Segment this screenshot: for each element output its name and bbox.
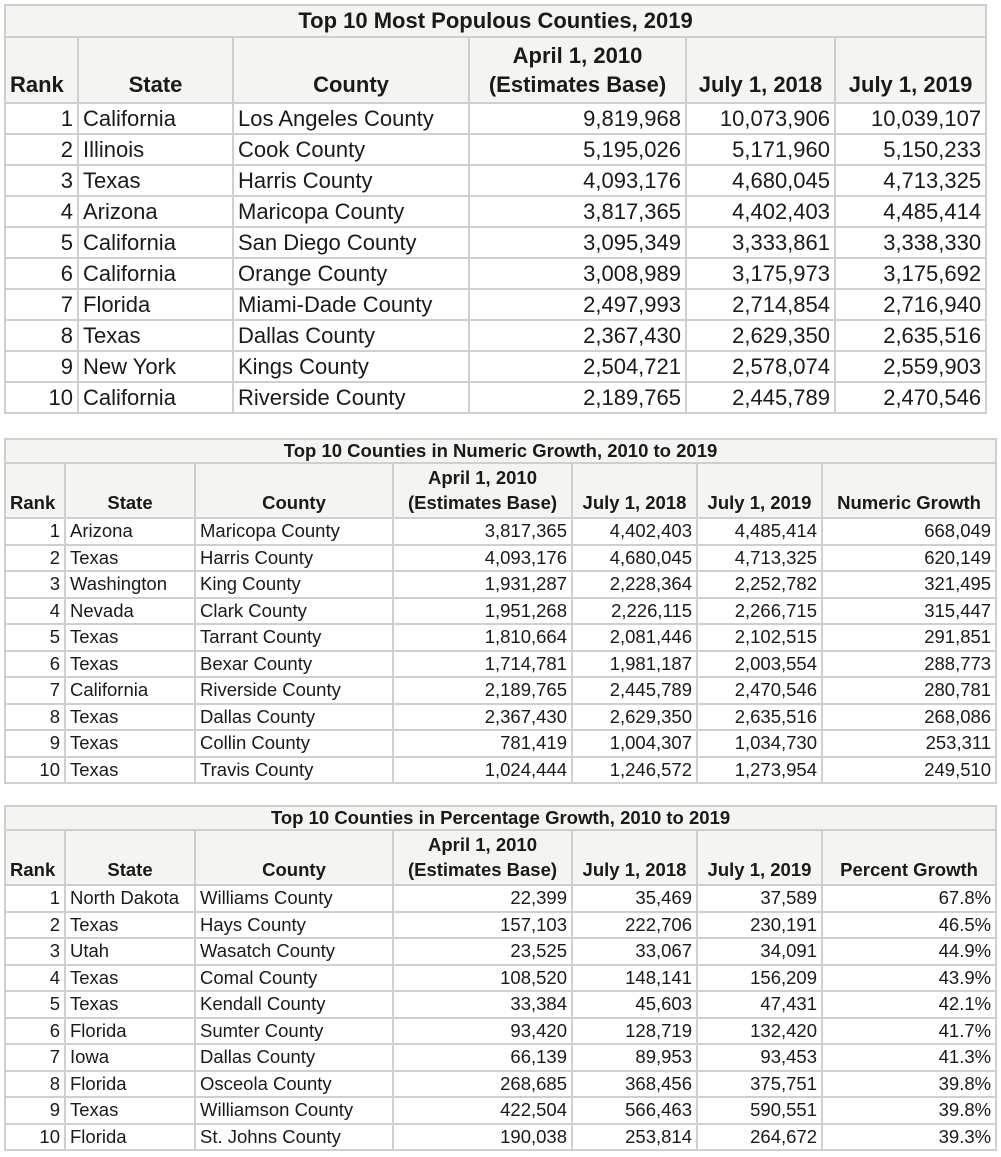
percent-growth-cell: 41.7%	[822, 1018, 996, 1045]
rank-cell: 3	[5, 938, 65, 965]
july-2018-cell: 2,445,789	[572, 677, 697, 704]
july-2019-cell: 93,453	[697, 1044, 822, 1071]
county-cell: Travis County	[195, 757, 393, 784]
numeric-growth-cell: 268,086	[822, 704, 996, 731]
table-row	[5, 134, 986, 165]
state-cell: Texas	[65, 545, 195, 572]
state-cell: Washington	[65, 571, 195, 598]
july-2018-cell: 148,141	[572, 965, 697, 992]
rank-cell: 1	[5, 103, 78, 134]
state-cell: Texas	[65, 704, 195, 731]
numeric-growth-cell: 668,049	[822, 518, 996, 545]
table-row	[5, 1018, 996, 1045]
estimates-base-cell: 9,819,968	[469, 103, 686, 134]
july-2018-cell: 222,706	[572, 912, 697, 939]
estimates-base-cell: 2,189,765	[393, 677, 572, 704]
county-cell: Williams County	[195, 885, 393, 912]
july-2018-cell: 368,456	[572, 1071, 697, 1098]
county-cell: Clark County	[195, 598, 393, 625]
county-cell: St. Johns County	[195, 1124, 393, 1151]
numeric-growth-cell: 321,495	[822, 571, 996, 598]
col-header-2018: July 1, 2018	[572, 463, 697, 518]
table-row	[5, 258, 986, 289]
table-title: Top 10 Counties in Percentage Growth, 2010 to 2019	[5, 806, 996, 830]
july-2019-cell: 4,713,325	[697, 545, 822, 572]
rank-cell: 9	[5, 351, 78, 382]
numeric-growth-cell: 288,773	[822, 651, 996, 678]
july-2019-cell: 2,102,515	[697, 624, 822, 651]
state-cell: New York	[78, 351, 233, 382]
rank-cell: 6	[5, 651, 65, 678]
rank-cell: 4	[5, 965, 65, 992]
estimates-base-cell: 22,399	[393, 885, 572, 912]
county-cell: Los Angeles County	[233, 103, 469, 134]
estimates-base-cell: 23,525	[393, 938, 572, 965]
estimates-base-cell: 2,504,721	[469, 351, 686, 382]
rank-cell: 3	[5, 571, 65, 598]
july-2018-cell: 128,719	[572, 1018, 697, 1045]
rank-cell: 2	[5, 134, 78, 165]
state-cell: Texas	[78, 320, 233, 351]
col-header-rank: Rank	[5, 463, 65, 518]
state-cell: Utah	[65, 938, 195, 965]
col-header-county: County	[233, 37, 469, 103]
county-cell: Harris County	[233, 165, 469, 196]
july-2018-cell: 3,175,973	[686, 258, 835, 289]
july-2019-cell: 4,485,414	[835, 196, 986, 227]
table-row	[5, 1044, 996, 1071]
state-cell: Texas	[65, 991, 195, 1018]
table-row	[5, 518, 996, 545]
estimates-base-cell: 1,931,287	[393, 571, 572, 598]
table-row	[5, 196, 986, 227]
county-cell: King County	[195, 571, 393, 598]
table-row	[5, 1071, 996, 1098]
rank-cell: 10	[5, 1124, 65, 1151]
july-2019-cell: 1,034,730	[697, 730, 822, 757]
estimates-base-cell: 2,367,430	[393, 704, 572, 731]
state-cell: Texas	[65, 651, 195, 678]
table-row	[5, 991, 996, 1018]
col-header-numeric-growth: Numeric Growth	[822, 463, 996, 518]
county-cell: Orange County	[233, 258, 469, 289]
county-cell: Maricopa County	[233, 196, 469, 227]
percent-growth-cell: 67.8%	[822, 885, 996, 912]
col-header-estimates-base	[469, 37, 686, 103]
table-body	[5, 518, 996, 783]
percent-growth-cell: 44.9%	[822, 938, 996, 965]
july-2018-cell: 4,680,045	[686, 165, 835, 196]
county-cell: Williamson County	[195, 1097, 393, 1124]
rank-cell: 8	[5, 704, 65, 731]
rank-cell: 4	[5, 598, 65, 625]
july-2018-cell: 2,629,350	[572, 704, 697, 731]
july-2019-cell: 2,635,516	[835, 320, 986, 351]
col-header-county: County	[195, 830, 393, 885]
estimates-base-cell: 781,419	[393, 730, 572, 757]
july-2019-cell: 37,589	[697, 885, 822, 912]
col-header-county: County	[195, 463, 393, 518]
rank-cell: 9	[5, 730, 65, 757]
county-cell: Osceola County	[195, 1071, 393, 1098]
col-header-rank: Rank	[5, 37, 78, 103]
july-2019-cell: 590,551	[697, 1097, 822, 1124]
county-cell: Kings County	[233, 351, 469, 382]
col-header-line: (Estimates Base)	[407, 859, 558, 881]
july-2018-cell: 566,463	[572, 1097, 697, 1124]
table-row	[5, 730, 996, 757]
estimates-base-cell: 268,685	[393, 1071, 572, 1098]
july-2019-cell: 375,751	[697, 1071, 822, 1098]
table-title: Top 10 Counties in Numeric Growth, 2010 to 2019	[5, 439, 996, 463]
table-row	[5, 704, 996, 731]
state-cell: California	[78, 227, 233, 258]
rank-cell: 4	[5, 196, 78, 227]
july-2019-cell: 3,175,692	[835, 258, 986, 289]
percent-growth-cell: 46.5%	[822, 912, 996, 939]
percent-growth-cell: 39.8%	[822, 1071, 996, 1098]
county-cell: Riverside County	[195, 677, 393, 704]
july-2018-cell: 45,603	[572, 991, 697, 1018]
table-row	[5, 227, 986, 258]
estimates-base-cell: 157,103	[393, 912, 572, 939]
col-header-estimates-base	[393, 830, 572, 885]
july-2018-cell: 1,246,572	[572, 757, 697, 784]
estimates-base-cell: 5,195,026	[469, 134, 686, 165]
col-header-2019: July 1, 2019	[697, 463, 822, 518]
percent-growth-cell: 43.9%	[822, 965, 996, 992]
estimates-base-cell: 1,024,444	[393, 757, 572, 784]
july-2018-cell: 5,171,960	[686, 134, 835, 165]
estimates-base-cell: 3,095,349	[469, 227, 686, 258]
state-cell: Nevada	[65, 598, 195, 625]
state-cell: Iowa	[65, 1044, 195, 1071]
state-cell: Illinois	[78, 134, 233, 165]
rank-cell: 7	[5, 1044, 65, 1071]
table-row	[5, 351, 986, 382]
rank-cell: 8	[5, 1071, 65, 1098]
state-cell: California	[78, 382, 233, 413]
table-row	[5, 965, 996, 992]
table-row	[5, 289, 986, 320]
county-cell: Riverside County	[233, 382, 469, 413]
table-row	[5, 885, 996, 912]
county-cell: Collin County	[195, 730, 393, 757]
state-cell: California	[78, 258, 233, 289]
table-row	[5, 938, 996, 965]
numeric-growth-cell: 620,149	[822, 545, 996, 572]
percent-growth-cell: 39.3%	[822, 1124, 996, 1151]
estimates-base-cell: 1,951,268	[393, 598, 572, 625]
rank-cell: 2	[5, 545, 65, 572]
july-2019-cell: 2,003,554	[697, 651, 822, 678]
percent-growth-cell: 41.3%	[822, 1044, 996, 1071]
july-2018-cell: 2,228,364	[572, 571, 697, 598]
table-row	[5, 651, 996, 678]
rank-cell: 3	[5, 165, 78, 196]
july-2019-cell: 2,470,546	[835, 382, 986, 413]
percent-growth-cell: 42.1%	[822, 991, 996, 1018]
county-cell: Dallas County	[195, 704, 393, 731]
july-2018-cell: 2,714,854	[686, 289, 835, 320]
county-cell: Tarrant County	[195, 624, 393, 651]
county-cell: Miami-Dade County	[233, 289, 469, 320]
col-header-2018: July 1, 2018	[686, 37, 835, 103]
rank-cell: 5	[5, 227, 78, 258]
state-cell: Texas	[65, 757, 195, 784]
most-populous-counties-table	[4, 4, 987, 414]
rank-cell: 5	[5, 991, 65, 1018]
state-cell: Florida	[65, 1018, 195, 1045]
july-2018-cell: 1,004,307	[572, 730, 697, 757]
state-cell: Texas	[65, 1097, 195, 1124]
rank-cell: 6	[5, 258, 78, 289]
percent-growth-cell: 39.8%	[822, 1097, 996, 1124]
county-cell: Hays County	[195, 912, 393, 939]
state-cell: Arizona	[78, 196, 233, 227]
county-cell: Dallas County	[233, 320, 469, 351]
july-2019-cell: 4,713,325	[835, 165, 986, 196]
july-2019-cell: 1,273,954	[697, 757, 822, 784]
estimates-base-cell: 3,817,365	[393, 518, 572, 545]
table-row	[5, 912, 996, 939]
numeric-growth-table	[4, 438, 997, 784]
table-row	[5, 757, 996, 784]
july-2019-cell: 2,635,516	[697, 704, 822, 731]
state-cell: Texas	[65, 965, 195, 992]
july-2019-cell: 230,191	[697, 912, 822, 939]
table-row	[5, 165, 986, 196]
july-2018-cell: 4,402,403	[572, 518, 697, 545]
table-title: Top 10 Most Populous Counties, 2019	[5, 5, 986, 37]
table-row	[5, 624, 996, 651]
rank-cell: 6	[5, 1018, 65, 1045]
table-body	[5, 103, 986, 413]
july-2019-cell: 34,091	[697, 938, 822, 965]
july-2019-cell: 2,559,903	[835, 351, 986, 382]
rank-cell: 7	[5, 289, 78, 320]
estimates-base-cell: 422,504	[393, 1097, 572, 1124]
july-2019-cell: 2,470,546	[697, 677, 822, 704]
percent-growth-table	[4, 805, 997, 1151]
col-header-line: April 1, 2010	[427, 834, 537, 856]
rank-cell: 8	[5, 320, 78, 351]
table-row	[5, 677, 996, 704]
county-cell: Maricopa County	[195, 518, 393, 545]
county-cell: Comal County	[195, 965, 393, 992]
estimates-base-cell: 66,139	[393, 1044, 572, 1071]
col-header-2019: July 1, 2019	[697, 830, 822, 885]
county-cell: Dallas County	[195, 1044, 393, 1071]
july-2019-cell: 264,672	[697, 1124, 822, 1151]
estimates-base-cell: 1,714,781	[393, 651, 572, 678]
state-cell: California	[78, 103, 233, 134]
rank-cell: 10	[5, 757, 65, 784]
july-2018-cell: 2,578,074	[686, 351, 835, 382]
estimates-base-cell: 4,093,176	[393, 545, 572, 572]
july-2018-cell: 4,402,403	[686, 196, 835, 227]
july-2018-cell: 4,680,045	[572, 545, 697, 572]
estimates-base-cell: 2,497,993	[469, 289, 686, 320]
numeric-growth-cell: 280,781	[822, 677, 996, 704]
col-header-line: April 1, 2010	[512, 42, 643, 68]
col-header-state: State	[65, 463, 195, 518]
estimates-base-cell: 2,367,430	[469, 320, 686, 351]
estimates-base-cell: 190,038	[393, 1124, 572, 1151]
july-2018-cell: 253,814	[572, 1124, 697, 1151]
state-cell: California	[65, 677, 195, 704]
county-cell: Harris County	[195, 545, 393, 572]
table-row	[5, 571, 996, 598]
july-2019-cell: 2,266,715	[697, 598, 822, 625]
county-cell: San Diego County	[233, 227, 469, 258]
table-row	[5, 382, 986, 413]
table-row	[5, 1097, 996, 1124]
july-2018-cell: 2,445,789	[686, 382, 835, 413]
july-2019-cell: 4,485,414	[697, 518, 822, 545]
col-header-estimates-base	[393, 463, 572, 518]
state-cell: Texas	[65, 912, 195, 939]
rank-cell: 1	[5, 518, 65, 545]
county-cell: Kendall County	[195, 991, 393, 1018]
july-2018-cell: 33,067	[572, 938, 697, 965]
july-2019-cell: 2,716,940	[835, 289, 986, 320]
estimates-base-cell: 93,420	[393, 1018, 572, 1045]
rank-cell: 9	[5, 1097, 65, 1124]
col-header-line: April 1, 2010	[427, 467, 537, 489]
july-2019-cell: 10,039,107	[835, 103, 986, 134]
numeric-growth-cell: 315,447	[822, 598, 996, 625]
estimates-base-cell: 2,189,765	[469, 382, 686, 413]
state-cell: Arizona	[65, 518, 195, 545]
rank-cell: 5	[5, 624, 65, 651]
col-header-state: State	[78, 37, 233, 103]
july-2018-cell: 2,081,446	[572, 624, 697, 651]
july-2018-cell: 3,333,861	[686, 227, 835, 258]
estimates-base-cell: 108,520	[393, 965, 572, 992]
july-2018-cell: 35,469	[572, 885, 697, 912]
numeric-growth-cell: 291,851	[822, 624, 996, 651]
july-2019-cell: 3,338,330	[835, 227, 986, 258]
july-2018-cell: 10,073,906	[686, 103, 835, 134]
col-header-line: (Estimates Base)	[407, 492, 558, 514]
july-2019-cell: 156,209	[697, 965, 822, 992]
col-header-2019: July 1, 2019	[835, 37, 986, 103]
numeric-growth-cell: 249,510	[822, 757, 996, 784]
county-cell: Bexar County	[195, 651, 393, 678]
rank-cell: 10	[5, 382, 78, 413]
estimates-base-cell: 1,810,664	[393, 624, 572, 651]
col-header-percent-growth: Percent Growth	[822, 830, 996, 885]
numeric-growth-cell: 253,311	[822, 730, 996, 757]
estimates-base-cell: 3,817,365	[469, 196, 686, 227]
table-row	[5, 545, 996, 572]
col-header-rank: Rank	[5, 830, 65, 885]
state-cell: Texas	[65, 624, 195, 651]
state-cell: Florida	[65, 1124, 195, 1151]
july-2018-cell: 2,226,115	[572, 598, 697, 625]
july-2019-cell: 2,252,782	[697, 571, 822, 598]
july-2019-cell: 47,431	[697, 991, 822, 1018]
july-2018-cell: 2,629,350	[686, 320, 835, 351]
col-header-line: (Estimates Base)	[488, 72, 667, 98]
rank-cell: 1	[5, 885, 65, 912]
estimates-base-cell: 33,384	[393, 991, 572, 1018]
state-cell: Florida	[65, 1071, 195, 1098]
col-header-2018: July 1, 2018	[572, 830, 697, 885]
table-row	[5, 598, 996, 625]
state-cell: Florida	[78, 289, 233, 320]
county-cell: Cook County	[233, 134, 469, 165]
county-cell: Sumter County	[195, 1018, 393, 1045]
county-cell: Wasatch County	[195, 938, 393, 965]
july-2018-cell: 89,953	[572, 1044, 697, 1071]
estimates-base-cell: 3,008,989	[469, 258, 686, 289]
state-cell: Texas	[78, 165, 233, 196]
state-cell: Texas	[65, 730, 195, 757]
estimates-base-cell: 4,093,176	[469, 165, 686, 196]
rank-cell: 2	[5, 912, 65, 939]
july-2018-cell: 1,981,187	[572, 651, 697, 678]
table-row	[5, 103, 986, 134]
rank-cell: 7	[5, 677, 65, 704]
state-cell: North Dakota	[65, 885, 195, 912]
july-2019-cell: 132,420	[697, 1018, 822, 1045]
table-row	[5, 1124, 996, 1151]
table-body	[5, 885, 996, 1150]
july-2019-cell: 5,150,233	[835, 134, 986, 165]
table-row	[5, 320, 986, 351]
col-header-state: State	[65, 830, 195, 885]
